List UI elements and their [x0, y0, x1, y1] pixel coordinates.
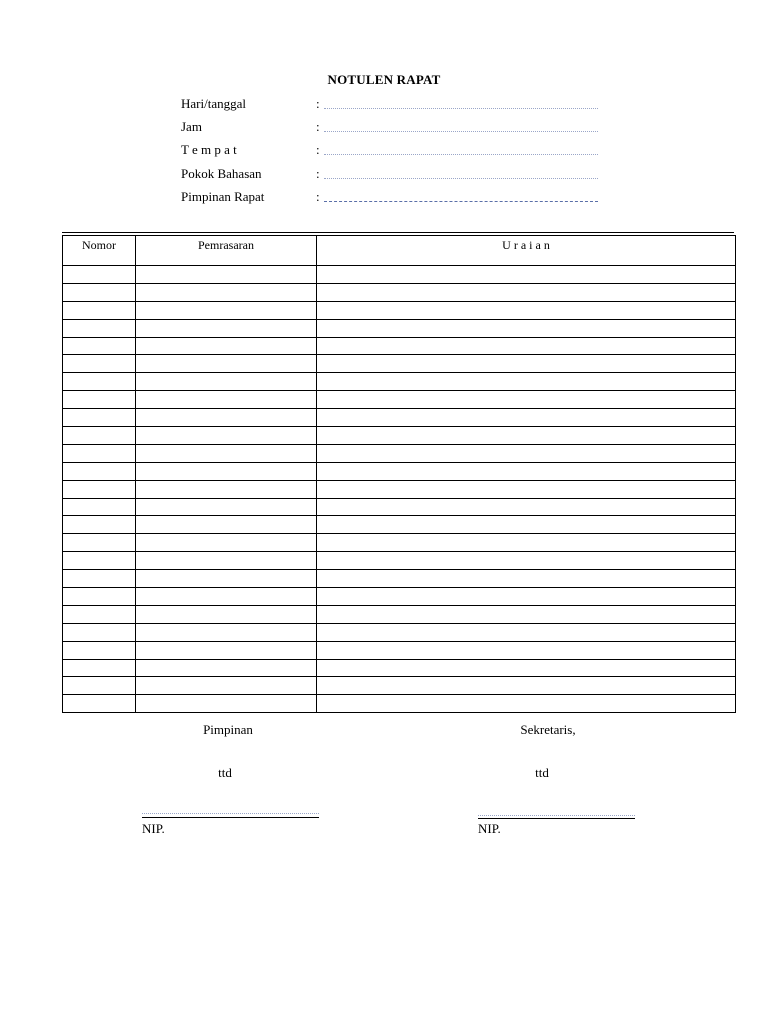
- table-header-row: [63, 236, 736, 266]
- table-cell: [63, 516, 136, 534]
- table-cell: [317, 337, 736, 355]
- table-cell: [317, 373, 736, 391]
- table-cell: [317, 552, 736, 570]
- table-row: [63, 444, 736, 462]
- table-cell: [317, 409, 736, 427]
- table-row: [63, 480, 736, 498]
- table-cell: [63, 409, 136, 427]
- table-cell: [136, 570, 317, 588]
- table-cell: [63, 355, 136, 373]
- table-cell: [136, 319, 317, 337]
- signature-line-left: [142, 817, 319, 818]
- column-header-uraian: U r a i a n: [317, 236, 736, 266]
- table-cell: [63, 534, 136, 552]
- table-row: [63, 570, 736, 588]
- table-row: [63, 516, 736, 534]
- table-row: [63, 498, 736, 516]
- signature-role-right: Sekretaris,: [520, 722, 576, 737]
- table-cell: [63, 283, 136, 301]
- table-cell: [317, 623, 736, 641]
- field-fill-line: [324, 131, 598, 132]
- table-cell: [317, 570, 736, 588]
- field-colon: :: [316, 166, 320, 181]
- table-cell: [317, 266, 736, 284]
- table-row: [63, 659, 736, 677]
- table-row: [63, 641, 736, 659]
- signature-mark-left: ttd: [218, 765, 232, 780]
- table-row: [63, 677, 736, 695]
- table-row: [63, 391, 736, 409]
- table-cell: [317, 605, 736, 623]
- table-cell: [136, 641, 317, 659]
- table-cell: [136, 552, 317, 570]
- table-row: [63, 355, 736, 373]
- table-cell: [63, 337, 136, 355]
- table-row: [63, 462, 736, 480]
- table-cell: [317, 695, 736, 713]
- table-cell: [317, 480, 736, 498]
- table-body: [63, 266, 736, 713]
- table-cell: [63, 552, 136, 570]
- field-label: T e m p a t: [181, 142, 237, 157]
- table-cell: [136, 283, 317, 301]
- field-colon: :: [316, 96, 320, 111]
- table-cell: [317, 462, 736, 480]
- signature-dotted-line-right: [478, 815, 635, 816]
- table-cell: [317, 588, 736, 606]
- field-fill-line: [324, 201, 598, 202]
- table-cell: [136, 659, 317, 677]
- field-fill-line: [324, 178, 598, 179]
- field-fill-line: [324, 108, 598, 109]
- table-cell: [136, 534, 317, 552]
- field-label: Jam: [181, 119, 202, 134]
- table-cell: [136, 462, 317, 480]
- table-cell: [136, 373, 317, 391]
- field-label: Pokok Bahasan: [181, 166, 262, 181]
- signature-mark-right: ttd: [535, 765, 549, 780]
- table-cell: [136, 266, 317, 284]
- column-header-pemrasaran: Pemrasaran: [136, 236, 317, 266]
- field-colon: :: [316, 142, 320, 157]
- table-cell: [136, 677, 317, 695]
- table-cell: [136, 444, 317, 462]
- table-cell: [136, 427, 317, 445]
- table-cell: [63, 498, 136, 516]
- table-cell: [317, 659, 736, 677]
- table-cell: [63, 695, 136, 713]
- table-cell: [63, 319, 136, 337]
- table-row: [63, 301, 736, 319]
- table-cell: [136, 480, 317, 498]
- table-cell: [63, 659, 136, 677]
- table-row: [63, 552, 736, 570]
- table-cell: [136, 337, 317, 355]
- table-cell: [63, 462, 136, 480]
- nip-label-left: NIP.: [142, 821, 165, 836]
- table-cell: [63, 427, 136, 445]
- field-label: Hari/tanggal: [181, 96, 246, 111]
- table-row: [63, 623, 736, 641]
- field-colon: :: [316, 119, 320, 134]
- table-row: [63, 695, 736, 713]
- table-row: [63, 427, 736, 445]
- table-cell: [63, 605, 136, 623]
- table-cell: [317, 498, 736, 516]
- table-cell: [63, 641, 136, 659]
- table-row: [63, 319, 736, 337]
- table-cell: [63, 391, 136, 409]
- table-cell: [317, 677, 736, 695]
- table-cell: [136, 605, 317, 623]
- table-cell: [63, 373, 136, 391]
- table-cell: [136, 695, 317, 713]
- signature-role-left: Pimpinan: [203, 722, 253, 737]
- table-row: [63, 534, 736, 552]
- table-cell: [317, 641, 736, 659]
- table-cell: [136, 516, 317, 534]
- field-fill-line: [324, 154, 598, 155]
- table-cell: [136, 355, 317, 373]
- table-cell: [136, 301, 317, 319]
- table-cell: [317, 283, 736, 301]
- table-cell: [136, 498, 317, 516]
- table-row: [63, 605, 736, 623]
- table-cell: [63, 570, 136, 588]
- column-header-nomor: Nomor: [63, 236, 136, 266]
- document-title: NOTULEN RAPAT: [327, 72, 441, 87]
- table-cell: [317, 427, 736, 445]
- signature-dotted-line-left: [142, 813, 319, 814]
- table-cell: [136, 588, 317, 606]
- table-cell: [63, 677, 136, 695]
- table-cell: [63, 444, 136, 462]
- table-cell: [317, 391, 736, 409]
- table-row: [63, 266, 736, 284]
- nip-label-right: NIP.: [478, 821, 501, 836]
- field-label: Pimpinan Rapat: [181, 189, 265, 204]
- table-cell: [63, 301, 136, 319]
- table-cell: [317, 319, 736, 337]
- table-cell: [317, 355, 736, 373]
- table-cell: [136, 623, 317, 641]
- minutes-table: [62, 235, 736, 713]
- header-divider: [62, 232, 734, 233]
- table-row: [63, 373, 736, 391]
- table-row: [63, 283, 736, 301]
- table-cell: [63, 588, 136, 606]
- table-cell: [136, 409, 317, 427]
- table-cell: [317, 444, 736, 462]
- table-row: [63, 409, 736, 427]
- table-row: [63, 588, 736, 606]
- table-cell: [63, 623, 136, 641]
- signature-line-right: [478, 818, 635, 819]
- table-cell: [317, 516, 736, 534]
- table-cell: [317, 534, 736, 552]
- table-cell: [136, 391, 317, 409]
- field-colon: :: [316, 189, 320, 204]
- table-cell: [317, 301, 736, 319]
- table-cell: [63, 480, 136, 498]
- table-cell: [63, 266, 136, 284]
- table-row: [63, 337, 736, 355]
